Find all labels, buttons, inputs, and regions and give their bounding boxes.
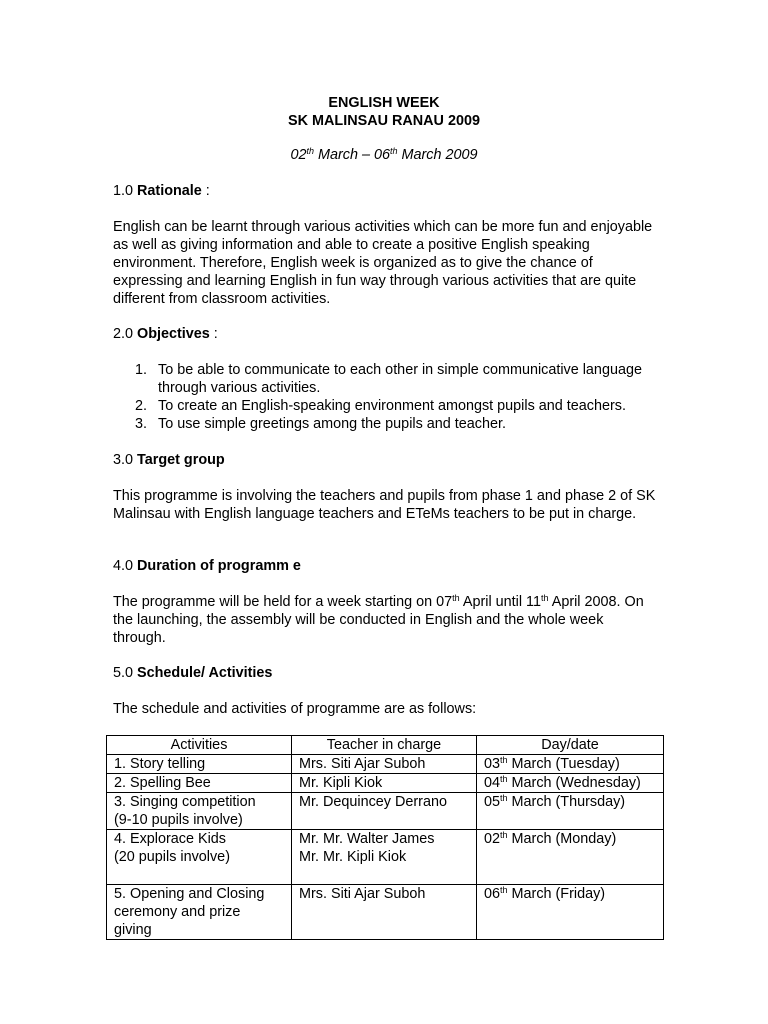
table-row [107, 774, 664, 793]
section-number: 1.0 [113, 183, 138, 199]
teacher-line: Mrs. Siti Ajar Suboh [299, 886, 426, 902]
date-cell [477, 755, 664, 774]
activity-line: (9-10 pupils involve) [114, 812, 243, 828]
list-number: 3. [135, 416, 148, 432]
date-end-day: 06 [373, 147, 390, 163]
section-label: Rationale [137, 183, 202, 199]
ordinal-suffix: th [500, 755, 508, 765]
header-activities: Activities [107, 736, 292, 755]
date-cell [477, 830, 664, 885]
activity-cell [107, 830, 292, 885]
section-heading-rationale [113, 182, 210, 200]
date-cell [477, 885, 664, 940]
objectives-list [113, 361, 673, 433]
activity-cell [107, 885, 292, 940]
activity-cell [107, 755, 292, 774]
section-number: 4.0 [113, 558, 138, 574]
list-item [113, 415, 673, 433]
date-end-suffix: th [390, 146, 398, 156]
activity-line: (20 pupils involve) [114, 849, 230, 865]
list-item [113, 397, 673, 415]
activity-line: 1. Story telling [114, 756, 206, 772]
list-item [113, 361, 673, 397]
date-start-month: March – [314, 147, 374, 163]
date-day: 06 [484, 886, 501, 902]
date-day: 02 [484, 831, 501, 847]
list-text: To use simple greetings among the pupils and teacher. [158, 416, 506, 432]
table-row [107, 793, 664, 830]
activity-line: 5. Opening and Closing [114, 886, 265, 902]
date-day: 05 [484, 794, 501, 810]
teacher-line: Mr. Mr. Kipli Kiok [299, 849, 407, 865]
table-row [107, 755, 664, 774]
section-label: Schedule/ Activities [137, 665, 273, 681]
duration-paragraph [113, 593, 655, 647]
section-heading-objectives [113, 325, 218, 343]
list-number: 1. [135, 362, 148, 378]
date-rest: March (Monday) [507, 831, 617, 847]
date-day: 04 [484, 775, 501, 791]
date-rest: March (Wednesday) [507, 775, 641, 791]
section-number: 5.0 [113, 665, 138, 681]
date-day: 03 [484, 756, 501, 772]
section-heading-duration [113, 557, 301, 575]
teacher-cell [292, 830, 477, 885]
activity-line: giving [114, 922, 152, 938]
schedule-intro: The schedule and activities of programme are as follows: [113, 701, 477, 717]
section-heading-target [113, 451, 225, 469]
ordinal-suffix: th [541, 593, 549, 603]
header-teacher: Teacher in charge [292, 736, 477, 755]
activity-cell [107, 774, 292, 793]
doc-subtitle: SK MALINSAU RANAU 2009 [288, 113, 480, 129]
duration-text-part: April 2008. On the launching, the assembly will be conducted in English and the whole week through. [113, 594, 644, 646]
teacher-cell [292, 793, 477, 830]
section-label: Target group [137, 452, 225, 468]
section-label: Duration of programm e [137, 558, 301, 574]
schedule-table [106, 735, 664, 940]
list-text: To create an English-speaking environment amongst pupils and teachers. [158, 398, 626, 414]
date-start-suffix: th [306, 146, 314, 156]
activity-line: 3. Singing competition [114, 794, 256, 810]
section-heading-schedule [113, 664, 272, 682]
activity-cell [107, 793, 292, 830]
ordinal-suffix: th [452, 593, 460, 603]
table-header-row [107, 736, 664, 755]
section-colon: : [209, 326, 218, 342]
rationale-paragraph: English can be learnt through various activities which can be more fun and enjoyable as well as giving information and able to create a positive English speaking environment. Therefore, English week is organized as to give the chance of expressing and learning English in fun way through various activities that are quite different from classroom activities. [113, 219, 653, 307]
teacher-line: Mrs. Siti Ajar Suboh [299, 756, 426, 772]
date-rest: March (Thursday) [507, 794, 626, 810]
ordinal-suffix: th [500, 885, 508, 895]
date-start-day: 02 [290, 147, 307, 163]
date-cell [477, 793, 664, 830]
teacher-line: Mr. Kipli Kiok [299, 775, 383, 791]
teacher-line: Mr. Dequincey Derrano [299, 794, 447, 810]
activity-line: ceremony and prize [114, 904, 241, 920]
teacher-line: Mr. Mr. Walter James [299, 831, 435, 847]
date-range [0, 146, 768, 164]
activity-line: 4. Explorace Kids [114, 831, 226, 847]
ordinal-suffix: th [500, 793, 508, 803]
list-number: 2. [135, 398, 148, 414]
date-rest: March (Friday) [507, 886, 606, 902]
section-number: 3.0 [113, 452, 138, 468]
teacher-cell [292, 774, 477, 793]
header-daydate: Day/date [477, 736, 664, 755]
duration-text-part: April until 11 [459, 594, 541, 610]
section-colon: : [201, 183, 210, 199]
ordinal-suffix: th [500, 774, 508, 784]
ordinal-suffix: th [500, 830, 508, 840]
table-row [107, 830, 664, 885]
target-paragraph: This programme is involving the teachers and pupils from phase 1 and phase 2 of SK Malinsau with English language teachers and ETeMs teachers to be put in charge. [113, 488, 656, 522]
section-number: 2.0 [113, 326, 138, 342]
duration-text-part: The programme will be held for a week starting on 07 [113, 594, 453, 610]
activity-line: 2. Spelling Bee [114, 775, 211, 791]
teacher-cell [292, 885, 477, 940]
section-label: Objectives [137, 326, 210, 342]
table-row [107, 885, 664, 940]
date-rest: March (Tuesday) [507, 756, 620, 772]
list-text: To be able to communicate to each other in simple communicative language through various activities. [158, 362, 642, 396]
doc-title: ENGLISH WEEK [328, 95, 440, 111]
date-cell [477, 774, 664, 793]
date-end-month: March 2009 [397, 147, 478, 163]
teacher-cell [292, 755, 477, 774]
